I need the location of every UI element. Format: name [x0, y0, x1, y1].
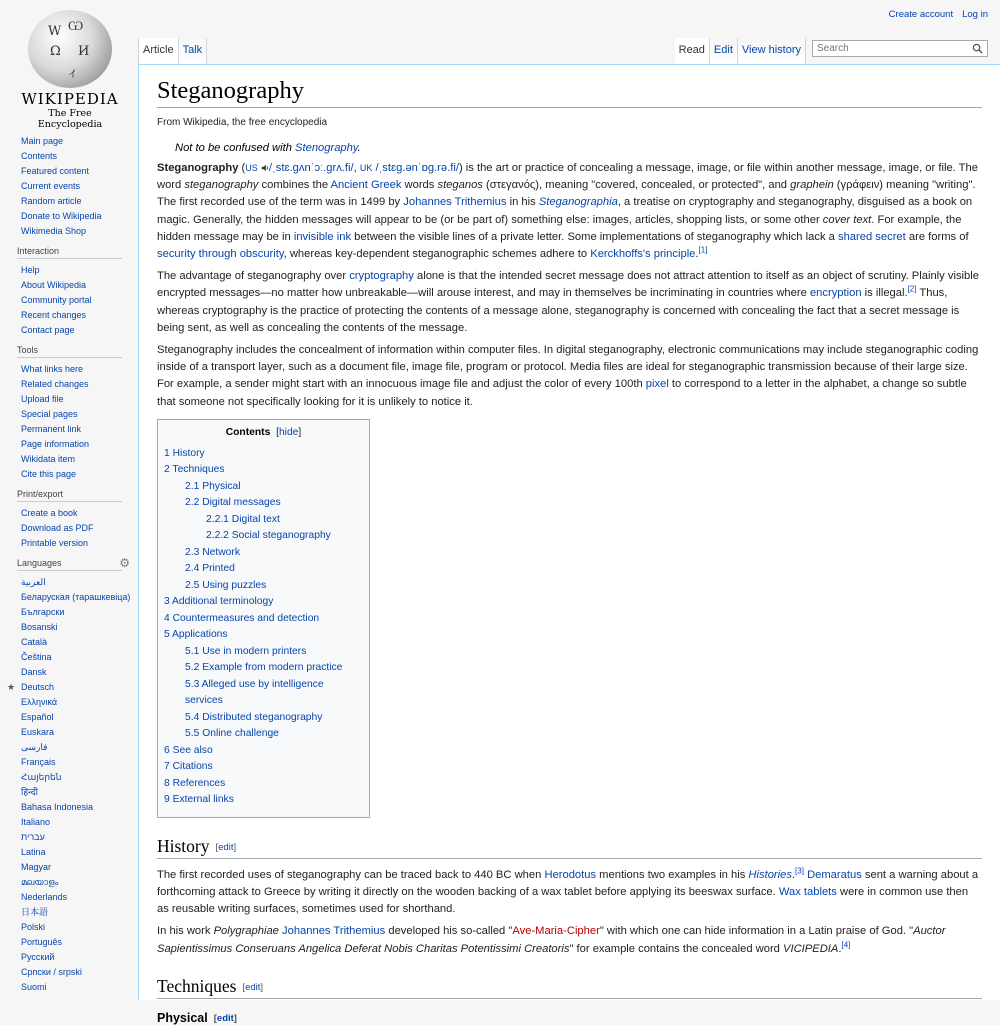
speaker-icon[interactable]: [261, 164, 269, 172]
text: The first recorded uses of steganography can be traced back to 440 BC when: [157, 868, 545, 881]
language-link[interactable]: עברית: [21, 832, 45, 842]
create-account-link[interactable]: Create account: [888, 9, 954, 20]
text: .: [838, 942, 842, 955]
text: alone is that the intended secret message does not attract attention to itself as an object of scrutiny. Plainly visible encrypted messages—no matter how unbreakable—will arouse interest, and may in themselves be incriminating in countries where: [157, 270, 979, 300]
sidebar-item-recent-changes[interactable]: Recent changes: [21, 310, 87, 320]
sidebar-item-permanent-link[interactable]: Permanent link: [21, 424, 82, 434]
kerckhoffs-principle-link[interactable]: Kerckhoffs's principle: [590, 248, 696, 261]
johannes-trithemius-link[interactable]: Johannes Trithemius: [282, 925, 386, 938]
search-icon[interactable]: [972, 43, 983, 54]
toc-number: 5.5: [185, 728, 200, 740]
toc-text: Techniques: [172, 464, 225, 476]
toc-item[interactable]: [164, 561, 363, 578]
toc-number: 5.3: [185, 678, 200, 690]
toc-text: Example from modern practice: [202, 662, 343, 674]
techniques-heading: Techniques [edit]: [157, 976, 982, 999]
reference-link[interactable]: [2]: [907, 284, 917, 294]
site-subtitle: From Wikipedia, the free encyclopedia: [157, 117, 328, 128]
reference-link[interactable]: [4]: [841, 939, 851, 949]
top-bar: [0, 0, 1000, 64]
language-link[interactable]: Deutsch ★: [21, 680, 138, 695]
sidebar-item-current-events[interactable]: Current events: [21, 181, 81, 191]
text: " for example contains the concealed word: [569, 942, 784, 955]
encryption-link[interactable]: encryption: [809, 287, 862, 300]
tab-edit[interactable]: Edit: [710, 38, 738, 64]
toc-text: Digital messages: [202, 497, 281, 509]
sidebar-item-download-as-pdf[interactable]: Download as PDF: [21, 523, 94, 533]
toc-number: 2.1: [185, 480, 200, 492]
herodotus-link[interactable]: Herodotus: [544, 868, 597, 881]
languages-heading-label: Languages: [17, 558, 62, 568]
toc-number: 8: [164, 777, 170, 789]
toc-item[interactable]: [164, 759, 363, 776]
namespace-tabs: [138, 38, 207, 64]
toc-text: Use in modern printers: [202, 645, 307, 657]
language-link[interactable]: Nederlands: [21, 892, 68, 902]
toc-item[interactable]: [164, 495, 363, 512]
history-heading: History [edit]: [157, 836, 982, 859]
toc-item[interactable]: [164, 611, 363, 628]
toc-number: 2.2.2: [206, 530, 229, 542]
toc-number: 2.2.1: [206, 513, 229, 525]
language-link[interactable]: Русский: [21, 952, 55, 962]
text: " with which one can hide information in a Latin praise of God. ": [599, 925, 914, 938]
sidebar: [0, 134, 138, 995]
print-export-heading: Print/export: [17, 489, 122, 502]
languages-heading: [17, 556, 130, 571]
sidebar-item-create-a-book[interactable]: Create a book: [21, 508, 78, 518]
logo-tagline: The Free Encyclopedia: [37, 108, 103, 130]
language-link[interactable]: Čeština: [21, 652, 52, 662]
page-title: Steganography: [157, 77, 982, 108]
text: developed his so-called ": [385, 925, 513, 938]
text: (γράφειν) meaning "writing". The first recorded use of the term was in 1499 by: [157, 179, 976, 209]
personal-tools: [880, 9, 988, 20]
hatnote: [157, 142, 982, 154]
toc-item[interactable]: [164, 792, 363, 809]
physical-edit-link[interactable]: edit: [216, 1013, 234, 1025]
language-link[interactable]: Euskara: [21, 727, 55, 737]
toc-item[interactable]: [164, 776, 363, 793]
toc-item[interactable]: [164, 710, 363, 727]
toc-text: See also: [172, 744, 213, 756]
language-link[interactable]: Italiano: [21, 817, 51, 827]
text: .: [695, 248, 699, 261]
sidebar-item-cite-this-page[interactable]: Cite this page: [21, 469, 77, 479]
text: were in common use then as reusable writing surfaces, sometimes used for shorthand.: [157, 886, 969, 916]
sidebar-item-upload-file[interactable]: Upload file: [21, 394, 64, 404]
tools-heading: Tools: [17, 345, 122, 358]
search-box: [812, 40, 988, 57]
featured-star-icon: ★: [7, 682, 16, 692]
toc-item[interactable]: [164, 578, 363, 595]
toc-item[interactable]: [164, 677, 363, 710]
language-link[interactable]: മലയാളം: [21, 877, 59, 887]
italic-term: Polygraphiae: [213, 925, 279, 938]
toc-text: Additional terminology: [172, 596, 274, 608]
toc-number: 5.2: [185, 662, 200, 674]
toc-text: Distributed steganography: [202, 711, 323, 723]
italic-term: graphein: [790, 179, 834, 192]
search-input[interactable]: [813, 41, 963, 56]
toc-number: 2.4: [185, 563, 200, 575]
toc-number: 5.1: [185, 645, 200, 657]
sidebar-item-help[interactable]: Help: [21, 265, 40, 275]
toc-item[interactable]: [164, 462, 363, 479]
toc-number: 5: [164, 629, 170, 641]
sidebar-item-donate-to-wikipedia[interactable]: Donate to Wikipedia: [21, 211, 102, 221]
wax-tablets-link[interactable]: Wax tablets: [778, 886, 837, 899]
intro-paragraph-2: [157, 268, 982, 337]
toc-number: 9: [164, 794, 170, 806]
sidebar-item-random-article[interactable]: Random article: [21, 196, 82, 206]
text: ) is the art or practice of concealing a message, image, or file within another message, image, or file. The word: [157, 162, 978, 192]
toc-text: Using puzzles: [202, 579, 267, 591]
sidebar-item-contents[interactable]: Contents: [21, 151, 58, 161]
toc-number: 1: [164, 447, 170, 459]
history-paragraph-2: [157, 923, 982, 957]
techniques-heading-text: Techniques: [157, 975, 237, 996]
sidebar-item-contact-page[interactable]: Contact page: [21, 325, 75, 335]
logo-wordmark: WIKIPEDIA: [21, 90, 119, 108]
toc-number: 3: [164, 596, 170, 608]
demaratus-link[interactable]: Demaratus: [807, 868, 862, 881]
us-link[interactable]: US: [245, 163, 258, 173]
language-link[interactable]: Български: [21, 607, 65, 617]
toc-text: External links: [172, 794, 234, 806]
toc-list: [164, 446, 363, 809]
text: to correspond to a letter in the alphabet, a change so subtle that someone not specifically looking for it is unlikely to notice it.: [157, 378, 967, 408]
interaction-list: [0, 263, 138, 338]
sidebar-item-what-links-here[interactable]: What links here: [21, 364, 84, 374]
toc-heading: Contents: [225, 426, 271, 438]
language-link[interactable]: Bosanski: [21, 622, 58, 632]
physical-heading-text: Physical: [157, 1010, 208, 1025]
reference-link[interactable]: [3]: [795, 866, 804, 876]
text: , a treatise on cryptography and steganography, disguised as a book on magic. Generally, the hidden messages will appear to be (or be part of) something else: images, articles, shopping lists, or some other: [157, 196, 973, 226]
physical-heading: Physical [edit]: [157, 1010, 237, 1025]
tab-article[interactable]: Article: [138, 38, 179, 64]
interaction-heading: Interaction: [17, 246, 122, 259]
text: are forms of: [905, 230, 969, 243]
sidebar-item-special-pages[interactable]: Special pages: [21, 409, 78, 419]
italic-term: VICIPEDIA: [783, 942, 839, 955]
toc-text: Online challenge: [202, 728, 279, 740]
steganographia-link[interactable]: Steganographia: [538, 196, 618, 209]
text: Thus, whereas cryptography is the practice of protecting the contents of a message alone, steganography is concerned with concealing the fact that a secret message is being sent, as well as concealing the contents of the message.: [157, 287, 960, 334]
language-link[interactable]: Беларуская (тарашкевіца): [21, 592, 131, 602]
invisible-ink-link[interactable]: invisible ink: [293, 230, 352, 243]
sidebar-item-printable-version[interactable]: Printable version: [21, 538, 89, 548]
language-link[interactable]: Português: [21, 937, 63, 947]
language-link[interactable]: Español: [21, 712, 54, 722]
ipa-us-link[interactable]: /ˌstɛ.ɡʌnˈɔː.ɡrʌ.fi/: [268, 162, 354, 174]
italic-term: steganos: [437, 179, 483, 192]
toc-text: Citations: [172, 761, 213, 773]
toc-hide-link[interactable]: hide: [278, 426, 299, 438]
italic-term: steganography: [184, 179, 259, 192]
log-in-link[interactable]: Log in: [962, 9, 988, 20]
toc-item[interactable]: [164, 743, 363, 760]
toc-number: 2: [164, 464, 170, 476]
text: (: [238, 162, 246, 174]
toc-number: 6: [164, 744, 170, 756]
text: (στεγανός), meaning "covered, concealed, or protected", and: [482, 179, 791, 192]
toc-text: Countermeasures and detection: [172, 612, 320, 624]
histories-link[interactable]: Histories: [748, 868, 792, 881]
italic-quote: Auctor Sapientissimus Conseruans Angelica Deferat Nobis Charitas Potentissimi Creatoris: [157, 925, 946, 955]
languages-list: [0, 575, 138, 995]
tools-list: [0, 362, 138, 482]
intro-paragraph-1: [157, 160, 982, 263]
text: Steganography includes the concealment of information within computer files. In digital steganography, electronic communications may include steganographic coding inside of a transport layer, such as a document file, image file, program or protocol. Media files are ideal for steganographic transmission because of their large size. For example, a sender might start with an innocuous image file and adjust the color of every 100th: [157, 344, 979, 391]
toc-item[interactable]: [164, 545, 363, 562]
tab-read[interactable]: Read: [675, 38, 710, 64]
johannes-trithemius-link[interactable]: Johannes Trithemius: [403, 196, 507, 209]
cryptography-link[interactable]: cryptography: [349, 270, 414, 283]
main-content: [138, 64, 1000, 1025]
text: .: [791, 868, 796, 881]
gear-icon[interactable]: ⚙: [119, 556, 130, 570]
text: , whereas key-dependent steganographic schemes adhere to: [283, 248, 591, 261]
sidebar-item-wikidata-item[interactable]: Wikidata item: [21, 454, 76, 464]
uk-link[interactable]: UK: [359, 163, 373, 173]
language-link[interactable]: 日本語: [21, 907, 49, 917]
toc-number: 7: [164, 761, 170, 773]
text: is illegal.: [861, 287, 908, 300]
stenography-link[interactable]: Stenography: [295, 142, 358, 154]
toc-text: History: [172, 447, 205, 459]
navigation-list: [0, 134, 138, 239]
text: between the visible lines of a private letter. Some implementations of steganography which lack a: [351, 230, 838, 243]
toc-text: Digital text: [231, 513, 280, 525]
toc-item[interactable]: [164, 627, 363, 644]
language-link[interactable]: العربية: [21, 577, 46, 587]
sidebar-item-main-page[interactable]: Main page: [21, 136, 64, 146]
toc-text: Applications: [172, 629, 228, 641]
toc-item[interactable]: [164, 726, 363, 743]
language-link[interactable]: हिन्दी: [21, 787, 39, 797]
print-list: [0, 506, 138, 551]
toc-number: 2.5: [185, 579, 200, 591]
toc-number: 2.2: [185, 497, 200, 509]
language-link[interactable]: Ελληνικά: [21, 697, 58, 707]
sidebar-item-wikimedia-shop[interactable]: Wikimedia Shop: [21, 226, 87, 236]
techniques-edit-link[interactable]: edit: [245, 982, 261, 994]
language-link[interactable]: Bahasa Indonesia: [21, 802, 94, 812]
toc-number: 2.3: [185, 546, 200, 558]
history-heading-text: History: [157, 835, 210, 856]
toc-text: Social steganography: [231, 530, 331, 542]
toc-text: Network: [202, 546, 240, 558]
hatnote-text: Not to be confused with: [175, 142, 296, 154]
toc-number: 4: [164, 612, 170, 624]
wikipedia-logo[interactable]: [18, 10, 122, 130]
text: combines the: [258, 179, 331, 192]
text: words: [401, 179, 438, 192]
language-link[interactable]: Latina: [21, 847, 46, 857]
term-bold: Steganography: [157, 162, 239, 174]
toc-text: References: [172, 777, 226, 789]
italic-term: cover text: [822, 213, 872, 226]
toc-item[interactable]: [164, 644, 363, 661]
text: sent a warning about a forthcoming attack to Greece by writing it directly on the wooden backing of a wax tablet before applying its beeswax surface.: [157, 868, 979, 899]
reference-link[interactable]: [1]: [698, 245, 708, 255]
language-link[interactable]: Français: [21, 757, 56, 767]
sidebar-item-community-portal[interactable]: Community portal: [21, 295, 92, 305]
text: in his: [506, 196, 539, 209]
text: In his work: [157, 925, 214, 938]
language-link[interactable]: Հայերեն: [21, 772, 62, 782]
ipa-uk-link[interactable]: /ˌstɛɡ.ənˈɒɡ.rə.fi/: [375, 162, 459, 174]
toc-item[interactable]: [164, 660, 363, 677]
language-link[interactable]: Català: [21, 637, 48, 647]
toc-number: 5.4: [185, 711, 200, 723]
intro-paragraph-3: [157, 342, 982, 411]
language-link[interactable]: Српски / srpski: [21, 967, 82, 977]
toc-item[interactable]: [164, 594, 363, 611]
sidebar-item-page-information[interactable]: Page information: [21, 439, 90, 449]
language-link[interactable]: Suomi: [21, 982, 47, 992]
tab-talk[interactable]: Talk: [179, 38, 208, 64]
security-through-obscurity-link[interactable]: security through obscurity: [157, 248, 284, 261]
puzzle-globe-icon: W Ѡ Ω И ィ: [28, 10, 112, 88]
history-edit-link[interactable]: edit: [218, 842, 234, 854]
toc-item[interactable]: [164, 446, 363, 463]
language-link[interactable]: Magyar: [21, 862, 52, 872]
language-link[interactable]: Polski: [21, 922, 46, 932]
text: ,: [353, 162, 360, 174]
language-link[interactable]: Dansk: [21, 667, 47, 677]
sidebar-item-about-wikipedia[interactable]: About Wikipedia: [21, 280, 87, 290]
toc-text: Physical: [202, 480, 241, 492]
text: . For example, the hidden message may be in: [157, 213, 962, 243]
sidebar-item-featured-content[interactable]: Featured content: [21, 166, 90, 176]
hatnote-end: .: [357, 142, 361, 154]
table-of-contents: [157, 419, 370, 818]
ancient-greek-link[interactable]: Ancient Greek: [330, 179, 402, 192]
tab-view-history[interactable]: View history: [738, 38, 806, 64]
ave-maria-cipher-link[interactable]: Ave-Maria-Cipher: [512, 925, 600, 938]
language-link[interactable]: فارسی: [21, 742, 48, 752]
view-tabs: [675, 38, 806, 64]
sidebar-item-related-changes[interactable]: Related changes: [21, 379, 89, 389]
toc-text: Printed: [202, 563, 235, 575]
toc-title: Contents [hide]: [225, 426, 302, 438]
text: The advantage of steganography over: [157, 270, 350, 283]
toc-item[interactable]: [164, 528, 363, 545]
shared-secret-link[interactable]: shared secret: [837, 230, 906, 243]
toc-item[interactable]: [164, 479, 363, 496]
text: mentions two examples in his: [596, 868, 749, 881]
pixel-link[interactable]: pixel: [645, 378, 669, 391]
history-paragraph-1: [157, 867, 982, 919]
toc-text: Alleged use by intelligence services: [185, 678, 324, 707]
toc-item[interactable]: [164, 512, 363, 529]
